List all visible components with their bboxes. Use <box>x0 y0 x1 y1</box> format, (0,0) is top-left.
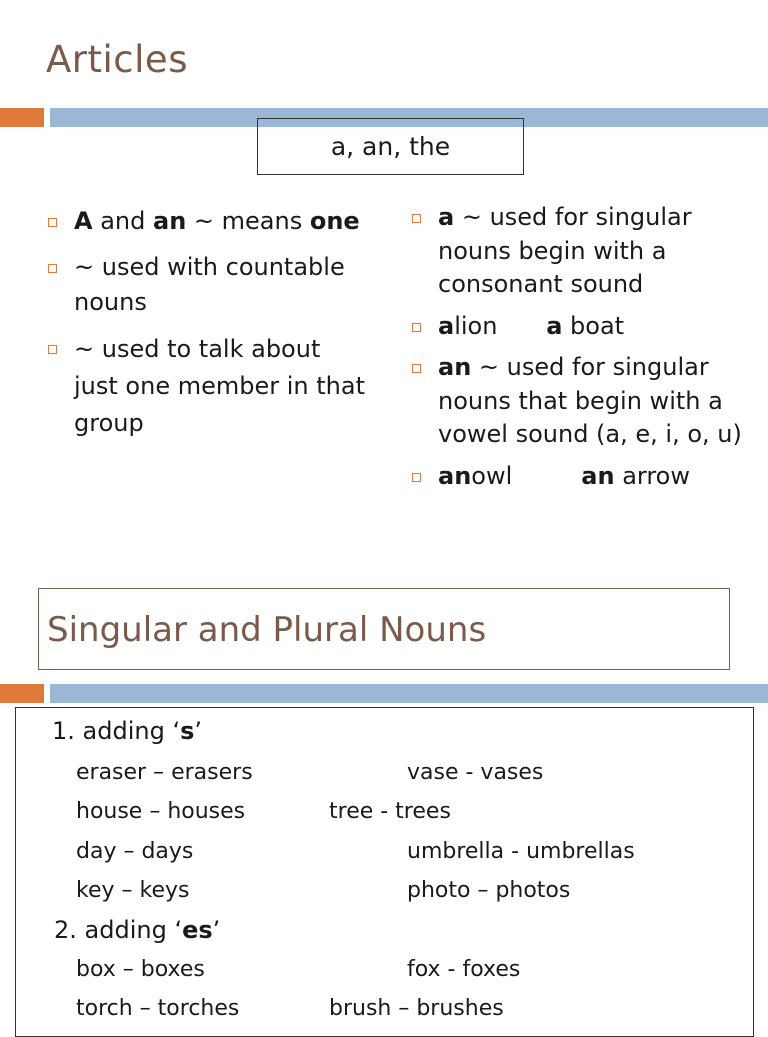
bullet-text: ~ means <box>186 207 310 235</box>
noun-pair-right: brush – brushes <box>329 996 504 1021</box>
left-bullet-list <box>48 204 368 450</box>
bold-text: an <box>438 461 472 490</box>
bold-text: es <box>182 916 213 944</box>
bold-text: a <box>438 311 455 340</box>
bold-text: one <box>309 207 360 235</box>
square-bullet-icon <box>412 323 421 332</box>
bullet-item <box>48 250 368 320</box>
bullet-text: arrow <box>614 461 690 490</box>
bullet-text: and <box>92 207 153 235</box>
bold-text: A <box>74 207 93 235</box>
square-bullet-icon <box>412 364 421 373</box>
bold-text: an <box>581 461 615 490</box>
square-bullet-icon <box>48 264 57 273</box>
section-heading-es <box>54 916 220 944</box>
bullet-text: ~ used for singular nouns begin with a consonant sound <box>438 203 692 298</box>
right-bullet-list <box>412 201 752 501</box>
noun-pair-right: fox - foxes <box>407 957 521 982</box>
square-bullet-icon <box>48 345 57 354</box>
noun-pair-right: umbrella - umbrellas <box>407 839 635 864</box>
bold-text: a <box>546 311 563 340</box>
bullet-text: ~ used for singular nouns that begin with a vowel sound (a, e, i, o, u) <box>438 353 742 448</box>
bold-text: an <box>438 353 472 381</box>
heading-text: ’ <box>212 916 221 944</box>
square-bullet-icon <box>412 214 421 223</box>
slide-title-articles: Articles <box>46 38 188 81</box>
noun-pair-left: day – days <box>76 839 194 864</box>
accent-bar-blue <box>50 684 768 703</box>
bullet-text: owl <box>471 461 513 490</box>
noun-pair-left: box – boxes <box>76 957 205 982</box>
heading-text: ’ <box>194 717 203 745</box>
content-box <box>15 707 754 1037</box>
noun-pair-right: tree - trees <box>329 799 451 824</box>
noun-pair-left: key – keys <box>76 878 190 903</box>
noun-pair-right: photo – photos <box>407 878 571 903</box>
bullet-item <box>48 204 368 239</box>
bold-text: an <box>153 207 187 235</box>
bullet-text: ~ used to talk about just one member in that group <box>74 335 365 437</box>
bold-text: s <box>180 717 195 745</box>
square-bullet-icon <box>48 218 57 227</box>
bullet-item <box>412 351 752 452</box>
noun-pair-left: house – houses <box>76 799 246 824</box>
bullet-item <box>412 460 752 494</box>
heading-text: 2. adding ‘ <box>54 916 183 944</box>
bullet-item <box>412 201 752 302</box>
bullet-item <box>412 310 752 344</box>
accent-bar-orange <box>0 684 44 703</box>
heading-text: 1. adding ‘ <box>52 717 181 745</box>
accent-bar-orange <box>0 108 44 127</box>
bullet-item <box>48 331 368 442</box>
slide-title-nouns: Singular and Plural Nouns <box>47 610 487 650</box>
noun-pair-left: eraser – erasers <box>76 760 253 785</box>
square-bullet-icon <box>412 473 421 482</box>
noun-pair-left: torch – torches <box>76 996 240 1021</box>
noun-pair-right: vase - vases <box>407 760 544 785</box>
bullet-text: lion <box>454 311 498 340</box>
subtitle-box <box>257 118 524 175</box>
subtitle-text: a, an, the <box>330 132 451 161</box>
bullet-text: ~ used with countable nouns <box>74 253 345 316</box>
section-heading-s <box>52 717 202 745</box>
bullet-text: boat <box>562 311 625 340</box>
bold-text: a <box>438 203 455 231</box>
